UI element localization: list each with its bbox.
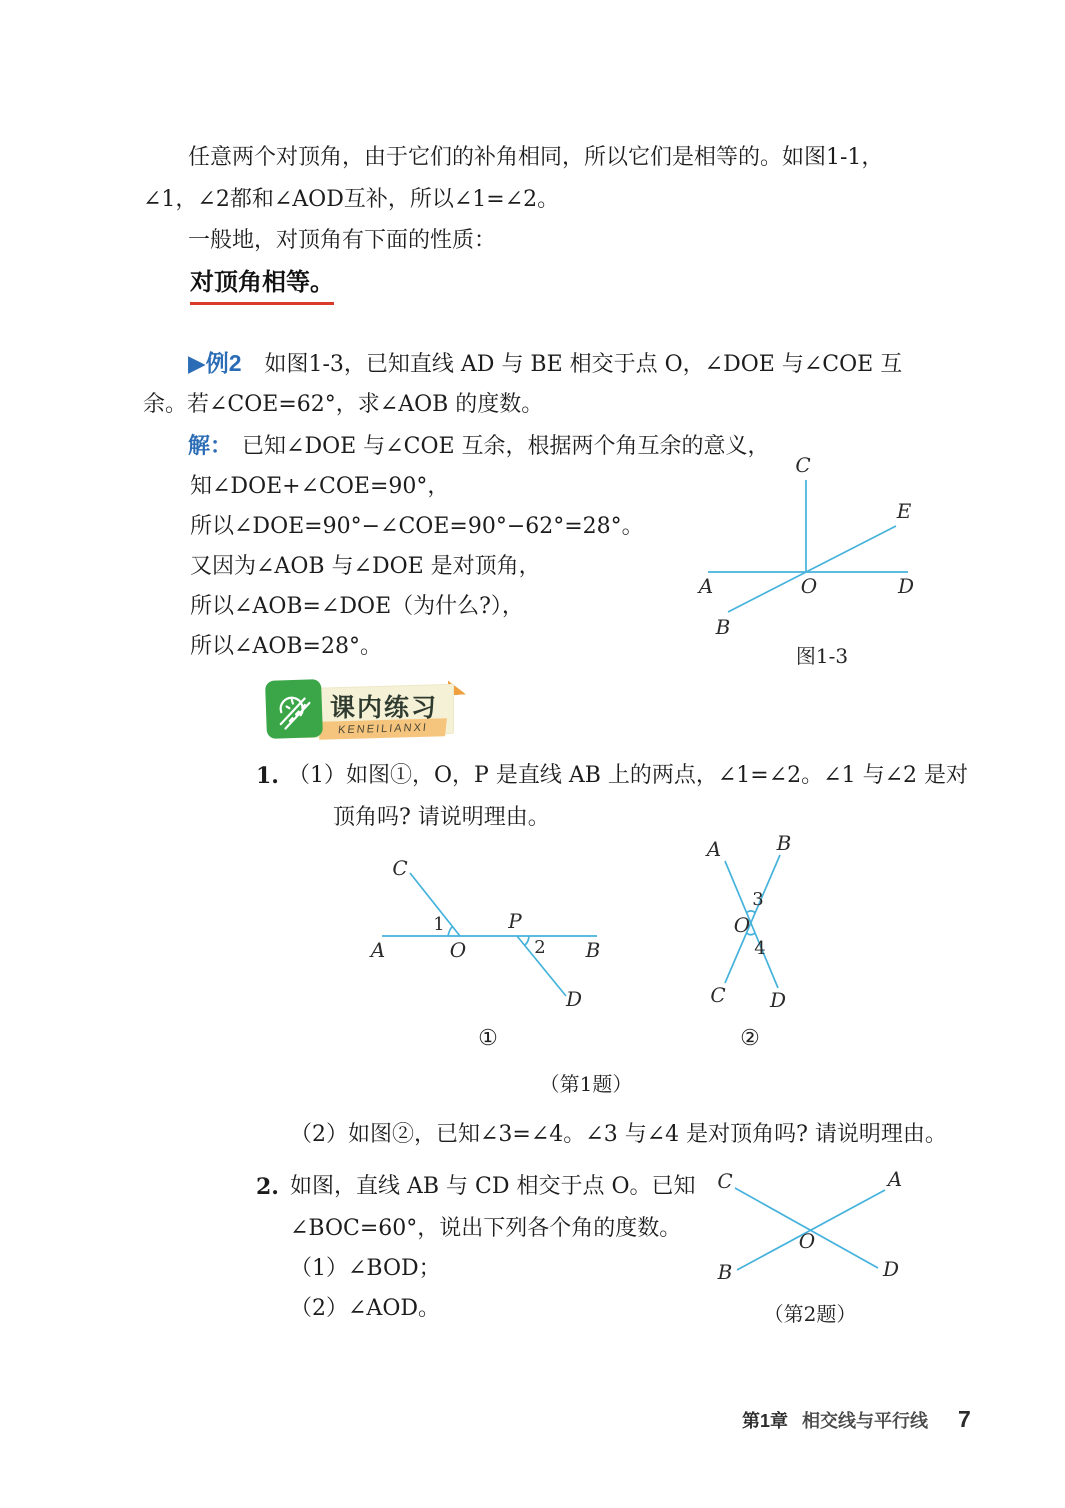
fig13-label-B: B xyxy=(715,615,731,639)
protractor-ruler-icon xyxy=(265,679,323,739)
fig1-caption: ① xyxy=(478,1026,498,1051)
figure-q2 xyxy=(698,1162,963,1297)
footer-chapter-title: 相交线与平行线 xyxy=(802,1411,929,1431)
q2-line2: ∠BOC=60°，说出下列各个角的度数。 xyxy=(290,1216,682,1241)
fig13-label-E: E xyxy=(896,499,912,523)
fig2-label-angle4: 4 xyxy=(754,938,766,959)
fig1-label-D: D xyxy=(565,987,583,1011)
fig13-label-A: A xyxy=(698,574,714,598)
figure-1-3 xyxy=(678,452,948,652)
badge-subtitle: KENEILIANXI xyxy=(319,718,447,740)
solution-step-1: 知∠DOE+∠COE=90°， xyxy=(190,474,450,499)
figq2-label-O: O xyxy=(798,1229,816,1253)
q2-item1: （1）∠BOD； xyxy=(290,1256,441,1281)
protractor-ruler-glyph xyxy=(271,686,317,732)
figq2-label-C: C xyxy=(717,1169,733,1193)
solution-label: 解： xyxy=(188,433,233,458)
intro-line-1: 任意两个对顶角，由于它们的补角相同，所以它们是相等的。如图1-1， xyxy=(188,145,884,170)
badge-title: 课内练习 xyxy=(330,694,439,722)
fig13-label-O: O xyxy=(800,574,818,598)
example2-line-1 xyxy=(188,348,902,380)
fig13-caption: 图1-3 xyxy=(795,644,849,668)
fig1-label-O: O xyxy=(449,938,467,962)
property-text: 对顶角相等。 xyxy=(190,262,334,305)
solution-intro: 已知∠DOE 与∠COE 互余，根据两个角互余的意义， xyxy=(242,434,770,459)
practice-badge xyxy=(266,680,476,744)
fig1-label-P: P xyxy=(508,909,522,933)
fig2-label-D: D xyxy=(769,988,787,1012)
fig1-label-angle2: 2 xyxy=(534,937,546,958)
property-statement xyxy=(190,262,334,305)
q2-figure-caption: （第2题） xyxy=(763,1302,857,1326)
example2-marker: ▶ xyxy=(188,350,206,376)
q2-line1: 如图，直线 AB 与 CD 相交于点 O。已知 xyxy=(290,1174,696,1199)
intro-line-3: 一般地，对顶角有下面的性质： xyxy=(188,228,497,253)
fig13-label-C: C xyxy=(795,453,811,477)
line-BE xyxy=(728,526,896,612)
figq2-label-A: A xyxy=(887,1167,903,1191)
fig2-caption: ② xyxy=(740,1026,760,1051)
q2-item2: （2）∠AOD。 xyxy=(290,1296,440,1321)
fig2-label-O: O xyxy=(733,913,751,937)
angle2-arc xyxy=(525,936,530,945)
fig1-label-A: A xyxy=(370,938,386,962)
fig2-label-B: B xyxy=(776,831,792,855)
fig2-label-C: C xyxy=(710,983,726,1007)
figq2-label-B: B xyxy=(717,1260,733,1284)
figq2-label-D: D xyxy=(882,1257,900,1281)
figure-circle-2 xyxy=(688,828,838,1013)
q1-part1-line1: （1）如图①，O，P 是直线 AB 上的两点，∠1=∠2。∠1 与∠2 是对 xyxy=(288,763,969,788)
footer-page-number: 7 xyxy=(958,1406,971,1432)
fig2-label-A: A xyxy=(706,837,722,861)
solution-step-3: 又因为∠AOB 与∠DOE 是对顶角， xyxy=(190,554,541,579)
q2-number: 2. xyxy=(256,1174,279,1200)
fig1-label-angle1: 1 xyxy=(433,914,445,935)
line-CD xyxy=(735,1188,878,1268)
figure1-lines xyxy=(382,873,597,996)
example2-stem-2: 余。若∠COE=62°，求∠AOB 的度数。 xyxy=(143,392,544,417)
footer-chapter: 第1章 xyxy=(742,1411,789,1431)
fig1-label-B: B xyxy=(585,938,601,962)
solution-step-2: 所以∠DOE=90°−∠COE=90°−62°=28°。 xyxy=(190,514,644,539)
q1-part2: （2）如图②，已知∠3=∠4。∠3 与∠4 是对顶角吗? 请说明理由。 xyxy=(290,1122,947,1147)
fig2-label-angle3: 3 xyxy=(752,889,764,910)
q1-number: 1. xyxy=(256,763,279,789)
fig13-label-D: D xyxy=(897,574,915,598)
q1-part1-line2: 顶角吗? 请说明理由。 xyxy=(333,805,550,830)
solution-step-5: 所以∠AOB=28°。 xyxy=(190,634,382,659)
intro-line-2: ∠1，∠2都和∠AOD互补，所以∠1=∠2。 xyxy=(143,187,560,212)
example2-stem-1: 如图1-3，已知直线 AD 与 BE 相交于点 O，∠DOE 与∠COE 互 xyxy=(264,352,903,377)
figure-circle-1 xyxy=(355,845,620,1020)
page-footer xyxy=(742,1406,971,1433)
solution-step-4: 所以∠AOB=∠DOE（为什么?）， xyxy=(190,594,524,619)
fig1-label-C: C xyxy=(392,856,408,880)
example2-label: 例2 xyxy=(205,350,242,376)
angle1-arc xyxy=(448,927,453,937)
q1-figures-caption: （第1题） xyxy=(539,1072,633,1096)
